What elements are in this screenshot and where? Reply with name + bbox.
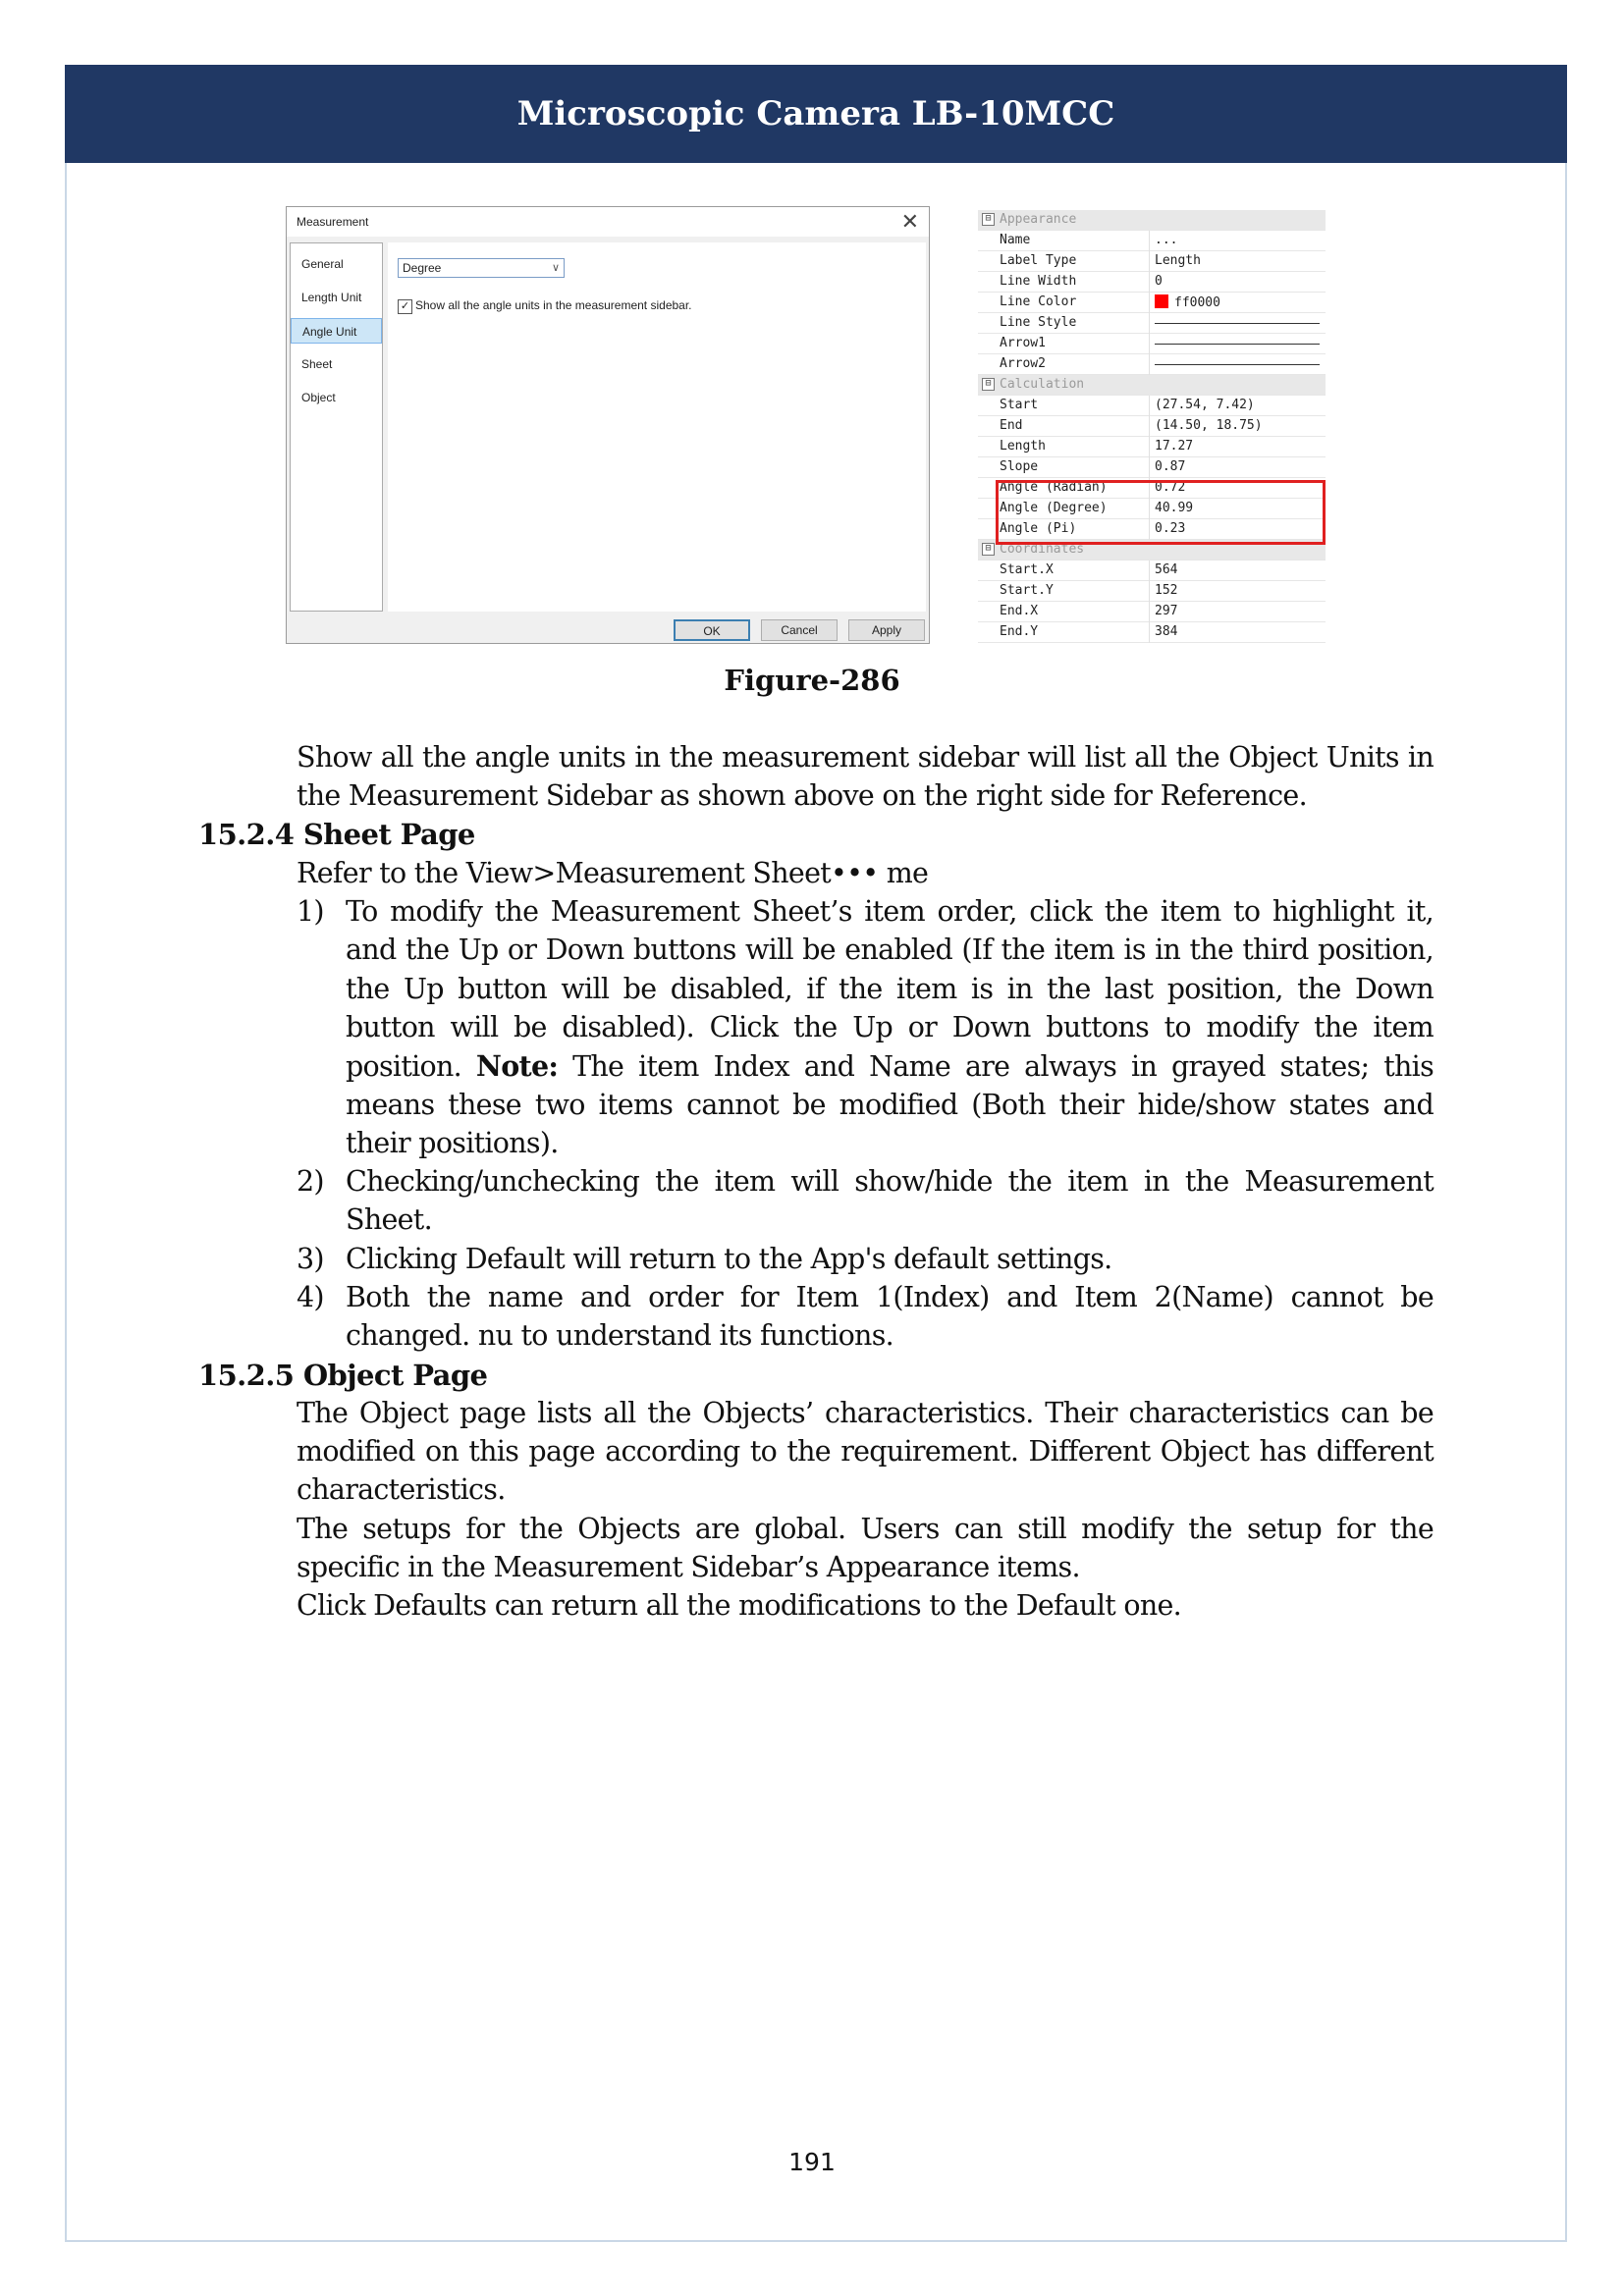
show-all-angle-units-checkbox[interactable]: ✓ bbox=[398, 299, 412, 314]
property-name: Slope bbox=[1000, 459, 1039, 474]
property-name: Length bbox=[1000, 439, 1046, 454]
property-value: 297 bbox=[1155, 604, 1178, 618]
property-row[interactable] bbox=[978, 272, 1326, 293]
property-category[interactable] bbox=[978, 375, 1326, 396]
property-name: End bbox=[1000, 418, 1023, 433]
column-divider bbox=[1149, 602, 1150, 622]
ok-button[interactable]: OK bbox=[674, 619, 750, 641]
property-value: Length bbox=[1155, 253, 1201, 268]
note-text: The item Index and Name are always in grayed states; this bbox=[558, 1050, 1435, 1083]
property-name: End.X bbox=[1000, 604, 1039, 618]
collapse-toggle-icon[interactable]: ⊟ bbox=[982, 378, 995, 391]
property-name: Angle (Pi) bbox=[1000, 521, 1077, 536]
color-value: ff0000 bbox=[1174, 295, 1220, 310]
property-name: Start.X bbox=[1000, 562, 1054, 577]
category-label: Appearance bbox=[1000, 212, 1077, 227]
column-divider bbox=[1149, 272, 1150, 293]
property-value: 17.27 bbox=[1155, 439, 1194, 454]
figure-caption: Figure-286 bbox=[724, 664, 900, 697]
item4-line: changed. nu to understand its functions. bbox=[346, 1319, 893, 1352]
section-title: Sheet Page bbox=[302, 818, 475, 851]
property-name: End.Y bbox=[1000, 624, 1039, 639]
object-para-line: characteristics. bbox=[297, 1473, 506, 1506]
page-header bbox=[65, 65, 1567, 163]
chevron-down-icon: ∨ bbox=[551, 262, 560, 274]
property-value: ... bbox=[1155, 233, 1178, 247]
line-style-preview bbox=[1155, 364, 1320, 365]
dialog-title: Measurement bbox=[297, 215, 369, 229]
property-value: 0.23 bbox=[1155, 521, 1186, 536]
close-icon[interactable]: ✕ bbox=[900, 209, 919, 234]
column-divider bbox=[1149, 231, 1150, 251]
column-divider bbox=[1149, 354, 1150, 375]
item-number: 1) bbox=[297, 895, 324, 928]
item1-line: and the Up or Down buttons will be enabled (If the item is in the third position, bbox=[346, 934, 1434, 966]
property-category[interactable] bbox=[978, 210, 1326, 231]
column-divider bbox=[1149, 437, 1150, 457]
property-value: 0 bbox=[1155, 274, 1163, 289]
item1-line: button will be disabled). Click the Up or Down buttons to modify the item bbox=[346, 1011, 1434, 1043]
dialog-titlebar bbox=[287, 207, 929, 237]
item-number: 3) bbox=[297, 1243, 324, 1275]
angle-unit-value: Degree bbox=[403, 261, 442, 275]
apply-button[interactable]: Apply bbox=[848, 619, 925, 641]
intro-line-2: the Measurement Sidebar as shown above on the right side for Reference. bbox=[297, 779, 1307, 812]
nav-item-length-unit[interactable]: Length Unit bbox=[301, 291, 362, 304]
property-value: 564 bbox=[1155, 562, 1178, 577]
measurement-dialog bbox=[286, 206, 930, 644]
property-row[interactable] bbox=[978, 437, 1326, 457]
nav-item-object[interactable]: Object bbox=[301, 391, 336, 404]
item2-line: Sheet. bbox=[346, 1203, 432, 1236]
property-name: Start bbox=[1000, 398, 1039, 412]
property-name: Label Type bbox=[1000, 253, 1077, 268]
note-prefix: position. bbox=[346, 1050, 476, 1083]
category-label: Calculation bbox=[1000, 377, 1085, 392]
item1-line: their positions). bbox=[346, 1127, 559, 1159]
property-value bbox=[1155, 294, 1220, 310]
note-label: Note: bbox=[475, 1049, 559, 1083]
property-row[interactable] bbox=[978, 561, 1326, 581]
property-value: 152 bbox=[1155, 583, 1178, 598]
column-divider bbox=[1149, 581, 1150, 602]
section-number: 15.2.5 bbox=[198, 1359, 295, 1392]
column-divider bbox=[1149, 396, 1150, 416]
property-row[interactable] bbox=[978, 396, 1326, 416]
column-divider bbox=[1149, 622, 1150, 643]
line-style-preview bbox=[1155, 344, 1320, 345]
property-row[interactable] bbox=[978, 622, 1326, 643]
section-number: 15.2.4 bbox=[198, 818, 295, 851]
property-row[interactable] bbox=[978, 602, 1326, 622]
object-para-line: modified on this page according to the requirement. Different Object has different bbox=[297, 1435, 1434, 1468]
nav-item-angle-unit[interactable]: Angle Unit bbox=[291, 318, 382, 344]
measurement-sidebar-property-grid bbox=[978, 210, 1326, 646]
column-divider bbox=[1149, 293, 1150, 313]
dialog-nav bbox=[290, 242, 383, 612]
property-row[interactable] bbox=[978, 293, 1326, 313]
collapse-toggle-icon[interactable]: ⊟ bbox=[982, 213, 995, 226]
section-15-2-4-heading bbox=[198, 815, 475, 854]
item1-line: the Up button will be disabled, if the item is in the last position, the Down bbox=[346, 973, 1434, 1005]
intro-line-1: Show all the angle units in the measurement sidebar will list all the Object Units in bbox=[297, 741, 1434, 774]
item-number: 4) bbox=[297, 1281, 324, 1313]
column-divider bbox=[1149, 313, 1150, 334]
collapse-toggle-icon[interactable]: ⊟ bbox=[982, 543, 995, 556]
property-name: Start.Y bbox=[1000, 583, 1054, 598]
column-divider bbox=[1149, 457, 1150, 478]
page-number: 191 bbox=[788, 2148, 836, 2176]
property-row[interactable] bbox=[978, 334, 1326, 354]
category-label: Coordinates bbox=[1000, 542, 1085, 557]
angle-unit-select[interactable] bbox=[398, 258, 565, 278]
property-name: Line Width bbox=[1000, 274, 1077, 289]
object-para-line: Click Defaults can return all the modifications to the Default one. bbox=[297, 1589, 1182, 1622]
sheet-ref: Refer to the View>Measurement Sheet••• me bbox=[297, 857, 929, 889]
item1-note-line bbox=[346, 1046, 1434, 1087]
object-para-line: specific in the Measurement Sidebar’s Appearance items. bbox=[297, 1551, 1080, 1583]
color-swatch bbox=[1155, 294, 1168, 308]
property-name: Line Color bbox=[1000, 294, 1077, 309]
property-value: 0.72 bbox=[1155, 480, 1186, 495]
column-divider bbox=[1149, 334, 1150, 354]
property-row[interactable] bbox=[978, 313, 1326, 334]
item3-line: Clicking Default will return to the App's default settings. bbox=[346, 1243, 1112, 1275]
section-15-2-5-heading bbox=[198, 1356, 487, 1395]
property-name: Arrow2 bbox=[1000, 356, 1046, 371]
column-divider bbox=[1149, 561, 1150, 581]
property-row[interactable] bbox=[978, 457, 1326, 478]
object-para-line: The setups for the Objects are global. Users can still modify the setup for the bbox=[297, 1513, 1434, 1545]
cancel-button[interactable]: Cancel bbox=[761, 619, 838, 641]
angle-highlight-box bbox=[996, 480, 1326, 545]
property-value: (27.54, 7.42) bbox=[1155, 398, 1255, 412]
column-divider bbox=[1149, 416, 1150, 437]
property-name: Angle (Radian) bbox=[1000, 480, 1108, 495]
item4-line: Both the name and order for Item 1(Index) and Item 2(Name) cannot be bbox=[346, 1281, 1434, 1313]
header-title: Microscopic Camera LB-10MCC bbox=[516, 94, 1115, 133]
nav-item-general[interactable]: General bbox=[301, 257, 344, 271]
property-row[interactable] bbox=[978, 416, 1326, 437]
property-row[interactable] bbox=[978, 231, 1326, 251]
property-row[interactable] bbox=[978, 581, 1326, 602]
item2-line: Checking/unchecking the item will show/hide the item in the Measurement bbox=[346, 1165, 1434, 1198]
checkbox-label: Show all the angle units in the measurement sidebar. bbox=[415, 298, 692, 312]
property-value: 0.87 bbox=[1155, 459, 1186, 474]
section-title: Object Page bbox=[302, 1359, 488, 1392]
property-value: 40.99 bbox=[1155, 501, 1194, 515]
item1-line: To modify the Measurement Sheet’s item order, click the item to highlight it, bbox=[346, 895, 1434, 928]
property-value: (14.50, 18.75) bbox=[1155, 418, 1263, 433]
property-row[interactable] bbox=[978, 251, 1326, 272]
column-divider bbox=[1149, 251, 1150, 272]
property-name: Angle (Degree) bbox=[1000, 501, 1108, 515]
property-name: Name bbox=[1000, 233, 1031, 247]
property-name: Line Style bbox=[1000, 315, 1077, 330]
nav-item-sheet[interactable]: Sheet bbox=[301, 357, 333, 371]
line-style-preview bbox=[1155, 323, 1320, 324]
property-name: Arrow1 bbox=[1000, 336, 1046, 350]
item-number: 2) bbox=[297, 1165, 324, 1198]
dialog-content bbox=[388, 242, 926, 612]
property-row[interactable] bbox=[978, 354, 1326, 375]
item1-line: means these two items cannot be modified (Both their hide/show states and bbox=[346, 1089, 1434, 1121]
object-para-line: The Object page lists all the Objects’ characteristics. Their characteristics can be bbox=[297, 1397, 1434, 1429]
property-value: 384 bbox=[1155, 624, 1178, 639]
